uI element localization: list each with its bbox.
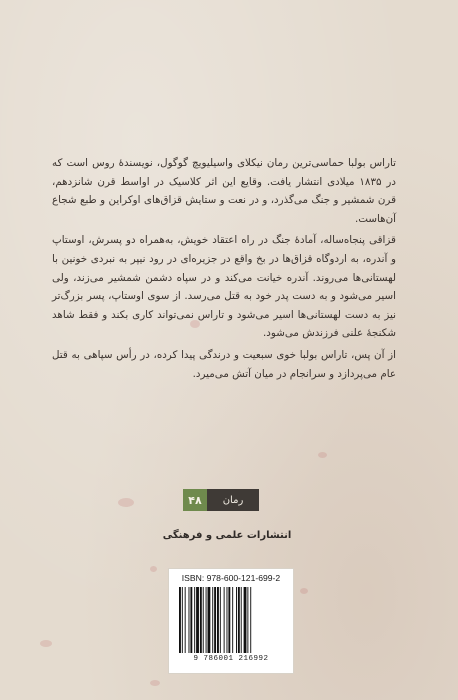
barcode-label: [168, 568, 294, 674]
stain-mark: [150, 566, 157, 572]
series-number: ۴۸: [183, 489, 207, 511]
barcode-image: [177, 587, 285, 653]
stain-mark: [118, 498, 134, 507]
synopsis-text: [52, 154, 396, 386]
series-badge: [183, 489, 259, 511]
isbn-text: ISBN: 978-600-121-699-2: [181, 573, 281, 583]
synopsis-paragraph-1: تاراس بولبا حماسی‌ترین رمان نیکلای واسیلیویچ گوگول، نویسندهٔ روس است که در ۱۸۳۵ میلادی انتشار یافت. وقایع این اثر کلاسیک در اواسط قرن شانزدهم، قرن شمشیر و جنگ می‌گذرد، و در نعت و ستایش قزاق‌های اوکراین و طبع شجاع آن‌هاست.: [52, 157, 396, 225]
synopsis-paragraph-2: قزاقی پنجاه‌ساله، آمادهٔ جنگ در راه اعتقاد خویش، به‌همراه دو پسرش، اوستاپ و آندره، به اردوگاه قزاق‌ها در بخ واقع در جزیره‌ای در رود نیپر به نبردی خونین با لهستانی‌ها می‌روند. آندره خیانت می‌کند و در سپاه دشمن شمشیر می‌زند، ولی اسیر می‌شود و به دست پدر خود به قتل می‌رسد. از سوی اوستاپ، پسر بزرگ‌تر نیز به دست لهستانی‌ها اسیر می‌شود و تاراس نمی‌تواند کاری بکند و فقط شاهد شکنجهٔ علنی فرزندش می‌شود.: [52, 234, 396, 340]
stain-mark: [150, 680, 160, 686]
series-label: رمان: [222, 494, 244, 506]
publisher-mark: [162, 520, 292, 550]
synopsis-paragraph-3: از آن پس، تاراس بولبا خوی سبعیت و درندگی پیدا کرده، در رأس سپاهی به قتل عام می‌پردازد و سرانجام در میان آتش می‌میرد.: [52, 348, 396, 380]
stain-mark: [318, 452, 327, 458]
stain-mark: [300, 588, 308, 594]
publisher-name: انتشارات علمی و فرهنگی: [162, 529, 292, 541]
barcode-digits: 9 786001 216992: [193, 655, 269, 663]
stain-mark: [40, 640, 52, 647]
